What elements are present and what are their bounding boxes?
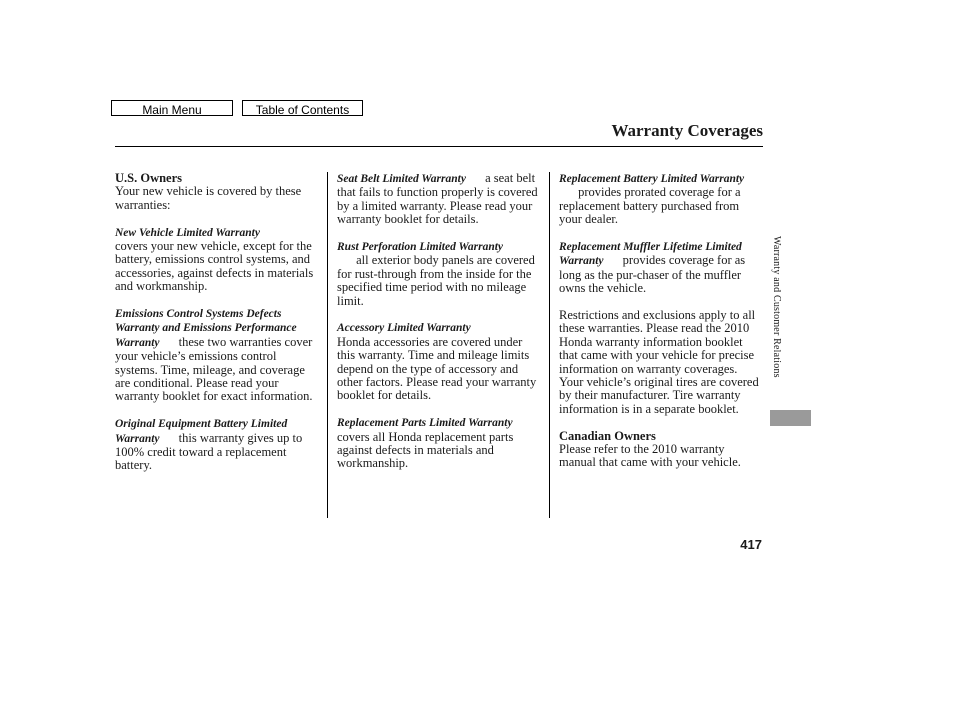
canadian-owners-text: Please refer to the 2010 warranty manual that came with your vehicle. xyxy=(559,442,741,470)
section-side-label: Warranty and Customer Relations xyxy=(771,236,782,378)
column-divider xyxy=(327,172,328,518)
emissions-warranty-paragraph xyxy=(115,307,320,404)
us-owners-text: Your new vehicle is covered by these warranties: xyxy=(115,184,302,212)
parts-warranty-heading: Replacement Parts Limited Warranty xyxy=(337,417,513,430)
table-of-contents-button[interactable]: Table of Contents xyxy=(242,100,363,116)
accessory-warranty-paragraph xyxy=(337,321,542,402)
seatbelt-warranty-heading: Seat Belt Limited Warranty xyxy=(337,173,466,185)
rust-warranty-text: all exterior body panels are covered for rust-through from the inside for the specified time period with no mileage limit. xyxy=(337,253,535,308)
header-divider xyxy=(115,146,763,147)
page-number: 417 xyxy=(740,537,762,552)
column-divider xyxy=(549,172,550,518)
main-menu-button[interactable]: Main Menu xyxy=(111,100,233,116)
emissions-warranty-text: these two warranties cover your vehicle’s emissions control systems. Time, mileage, and coverage are conditional. Please read your warranty booklet for exact information. xyxy=(115,334,313,404)
muffler-warranty-text: provides coverage for as long as the pur-chaser of the muffler owns the vehicle. xyxy=(559,253,746,296)
new-vehicle-warranty-text: covers your new vehicle, except for the battery, emissions control systems, and accessories, against defects in materials and workmanship. xyxy=(115,239,314,294)
new-vehicle-warranty-heading: New Vehicle Limited Warranty xyxy=(115,226,260,239)
canadian-owners-section xyxy=(559,430,759,470)
replacement-battery-text: provides prorated coverage for a replacement battery purchased from your dealer. xyxy=(559,185,741,227)
canadian-owners-heading: Canadian Owners xyxy=(559,428,656,443)
muffler-warranty-paragraph xyxy=(559,240,759,296)
column-left xyxy=(115,172,320,486)
us-owners-section xyxy=(115,172,320,212)
parts-warranty-text: covers all Honda replacement parts against defects in materials and workmanship. xyxy=(337,429,514,471)
us-owners-heading: U.S. Owners xyxy=(115,171,183,185)
restrictions-paragraph xyxy=(559,309,759,416)
restrictions-text: Restrictions and exclusions apply to all these warranties. Please read the 2010 Honda warranty information booklet that came with your vehicle for precise information on warranty coverages. Your vehicle’s original tires are covered by their manufacturer. Tire warranty information is in a separate booklet. xyxy=(559,308,759,416)
rust-warranty-heading: Rust Perforation Limited Warranty xyxy=(337,241,504,254)
page-title: Warranty Coverages xyxy=(611,121,763,140)
battery-warranty-heading: Original Equipment Battery Limited Warranty xyxy=(115,418,288,445)
emissions-warranty-heading: Emissions Control Systems Defects Warranty and Emissions Performance Warranty xyxy=(115,308,297,349)
column-middle xyxy=(337,172,542,484)
column-right xyxy=(559,172,759,483)
battery-warranty-paragraph xyxy=(115,417,320,473)
rust-warranty-paragraph xyxy=(337,240,542,308)
replacement-battery-heading: Replacement Battery Limited Warranty xyxy=(559,173,745,185)
replacement-battery-paragraph xyxy=(559,172,759,227)
accessory-warranty-text: Honda accessories are covered under this warranty. Time and mileage limits depend on the type of accessory and other factors. Please read your warranty booklet for details. xyxy=(337,334,537,403)
parts-warranty-paragraph xyxy=(337,416,542,471)
seatbelt-warranty-paragraph xyxy=(337,172,542,227)
accessory-warranty-heading: Accessory Limited Warranty xyxy=(337,322,471,335)
section-tab-marker xyxy=(770,410,811,426)
muffler-warranty-heading: Replacement Muffler Lifetime Limited Warranty xyxy=(559,241,742,268)
battery-warranty-text: this warranty gives up to 100% credit toward a replacement battery. xyxy=(115,430,303,473)
new-vehicle-warranty-paragraph xyxy=(115,226,320,294)
seatbelt-warranty-text: a seat belt that fails to function properly is covered by a limited warranty. Please read your warranty booklet for details. xyxy=(337,171,538,227)
